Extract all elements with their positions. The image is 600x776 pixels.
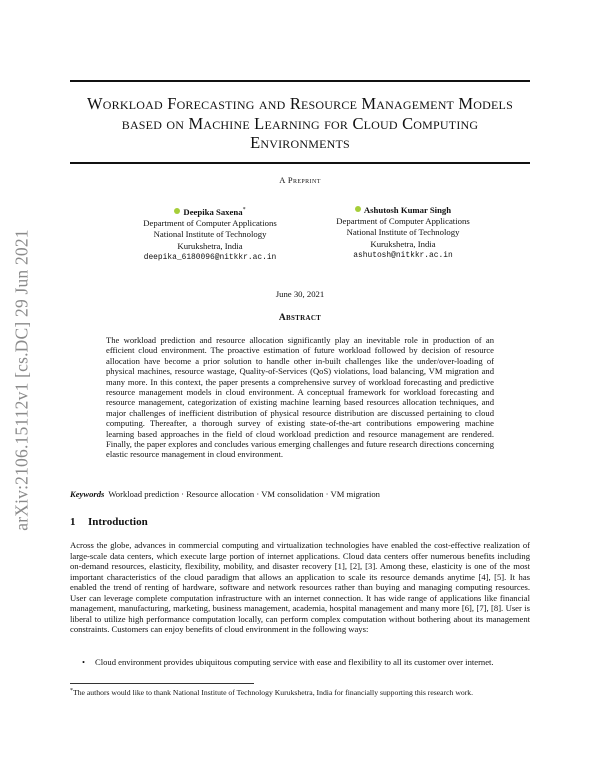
paper-title: Workload Forecasting and Resource Management Models based on Machine Learning for Cloud Computing Environments [87, 94, 513, 152]
orcid-icon[interactable] [174, 208, 180, 214]
author-institute: National Institute of Technology [153, 229, 267, 240]
footnote-divider [70, 683, 254, 684]
author-name: Ashutosh Kumar Singh [363, 205, 452, 215]
title-top-rule [70, 80, 530, 82]
author-email[interactable]: ashutosh@nitkkr.ac.in [353, 250, 453, 260]
title-bottom-rule [70, 162, 530, 164]
footnote-mark: * [70, 688, 73, 694]
footnote-text: The authors would like to thank National Institute of Technology Kurukshetra, India for financially supporting this research work. [73, 688, 474, 697]
arxiv-identifier-stamp [8, 210, 36, 550]
section-title: Introduction [88, 516, 148, 528]
author-city: Kurukshetra, India [370, 238, 436, 249]
introduction-paragraph: Across the globe, advances in commercial computing and virtualization technologies have enabled the cost-effective realization of large-scale data centers, which execute large portion of internet applications. Cloud data centers offer numerous benefits including on-demand resources, elasticity, flexibility, mobility, and disaster recovery [1], [2], [3]. Among these, elasticity is one of the most important characteristics of the cloud paradigm that allows an application to scale its resource demands anytime [4], [5]. It has enabled the trend of renting of hardware, software and network resources rather than buying and managing computing resources. User can leverage complete computation infrastructure with an internet connection. It has wide range of applications like financial management, manufacturing, marketing, business management, academia, hospital management and many more [6], [7], [8]. User is liberal to utilize high performance computation locally, can perform complex computation without bothering about its management constraints. Customers can enjoy benefits of cloud environment in the following ways: [70, 540, 530, 634]
author-city: Kurukshetra, India [177, 240, 243, 251]
abstract-body: The workload prediction and resource allocation significantly play an inevitable role in production of an efficient cloud environment. The proactive estimation of future workload followed by decision of resource allocation have become a prior solution to handle other in-built challenges like the under/over-loading of physical machines, resource wastage, Quality-of-Services (QoS) violations, load balancing, VM migration and many more. In this context, the paper presents a comprehensive survey of workload forecasting and predictive resource management models in cloud environment. A conceptual framework for workload forecasting and resource management, categorization of existing machine learning based resources allocation techniques, and major challenges of inefficient distribution of physical resource distribution are discussed pertaining to cloud computing. Thereafter, a thorough survey of existing state-of-the-art contributions empowering machine learning based approaches in the field of cloud workload prediction and resource management are rendered. Finally, the paper explores and concludes various emerging challenges and future research directions concerning elastic resource management in cloud environment. [106, 335, 494, 460]
keywords-list: Workload prediction · Resource allocation · VM consolidation · VM migration [108, 489, 380, 499]
orcid-icon[interactable] [355, 206, 361, 212]
list-item-text: Cloud environment provides ubiquitous computing service with ease and flexibility to all its customer over internet. [95, 657, 494, 667]
bullet-icon: • [82, 657, 86, 667]
section-heading [70, 516, 148, 528]
abstract-heading: Abstract [278, 313, 322, 323]
author-name: Deepika Saxena [183, 206, 243, 217]
paper-date: June 30, 2021 [275, 289, 325, 299]
footnote [70, 686, 530, 698]
preprint-label: A Preprint [279, 175, 321, 185]
author-email[interactable]: deepika_6180096@nitkkr.ac.in [143, 252, 277, 262]
author-block-1 [110, 205, 310, 263]
author-institute: National Institute of Technology [346, 227, 460, 238]
author-department: Department of Computer Applications [143, 218, 277, 229]
author-block-2 [303, 205, 503, 261]
keywords-label: Keywords [70, 489, 105, 499]
list-item [82, 657, 530, 668]
keywords-line [70, 489, 540, 499]
author-footnote-mark: * [242, 207, 246, 213]
section-number: 1 [70, 516, 76, 528]
arxiv-identifier-text: arXiv:2106.15112v1 [cs.DC] 29 Jun 2021 [11, 229, 32, 531]
author-department: Department of Computer Applications [336, 216, 470, 227]
